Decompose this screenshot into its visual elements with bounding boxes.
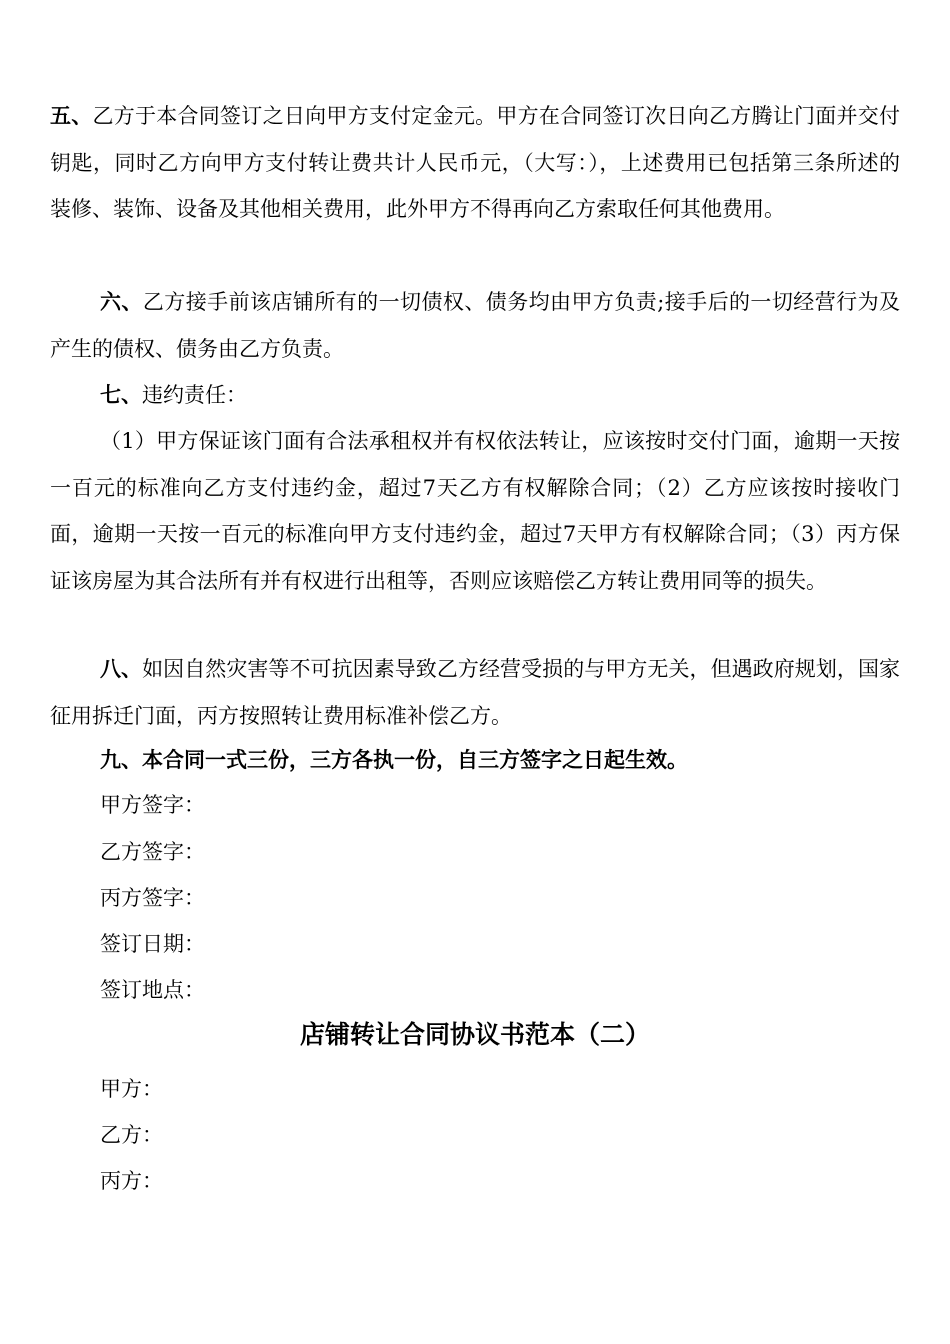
clause-five-text: 乙方于本合同签订之日向甲方支付定金元。甲方在合同签订次日向乙方腾让门面并交付钥匙，同时乙方向甲方支付转让费共计人民币元，（大写：），上述费用已包括第三条所述的装修、装饰、设备及其他相关费用，此外甲方不得再向乙方索取任何其他费用。 — [50, 104, 900, 221]
clause-eight-number: 八、 — [100, 656, 143, 681]
clause-seven-detail: （1）甲方保证该门面有合法承租权并有权依法转让，应该按时交付门面，逾期一天按一百元的标准向乙方支付违约金，超过7天乙方有权解除合同；（2）乙方应该按时接收门面，逾期一天按一百元的标准向甲方支付违约金，超过7天甲方有权解除合同；（3）丙方保证该房屋为其合法所有并有权进行出租等，否则应该赔偿乙方转让费用同等的损失。 — [50, 429, 900, 593]
clause-six — [50, 279, 900, 372]
second-party-c-label: 丙方： — [100, 1169, 163, 1193]
clause-eight-text: 如因自然灾害等不可抗因素导致乙方经营受损的与甲方无关，但遇政府规划，国家征用拆迁门面，丙方按照转让费用标准补偿乙方。 — [50, 657, 900, 728]
second-party-a-label: 甲方： — [100, 1077, 163, 1101]
party-c-signature-label: 丙方签字： — [100, 886, 205, 910]
clause-nine: 九、本合同一式三份，三方各执一份，自三方签字之日起生效。 — [100, 747, 688, 772]
clause-seven-heading — [50, 372, 900, 419]
signing-place-label: 签订地点： — [100, 978, 205, 1002]
clause-five-number: 五、 — [50, 103, 93, 128]
second-party-b-label: 乙方： — [100, 1123, 163, 1147]
clause-eight — [50, 646, 900, 739]
clause-seven-number: 七、 — [100, 382, 142, 407]
clause-six-text: 乙方接手前该店铺所有的一切债权、债务均由甲方负责;接手后的一切经营行为及产生的债权、债务由乙方负责。 — [50, 290, 901, 361]
party-b-signature-label: 乙方签字： — [100, 840, 205, 864]
party-a-signature-label: 甲方签字： — [100, 793, 205, 817]
clause-five — [50, 93, 900, 233]
second-contract-title: 店铺转让合同协议书范本（二） — [299, 1020, 650, 1049]
signing-date-label: 签订日期： — [100, 932, 205, 956]
clause-seven-text: 违约责任： — [142, 383, 247, 407]
clause-six-number: 六、 — [100, 289, 143, 314]
